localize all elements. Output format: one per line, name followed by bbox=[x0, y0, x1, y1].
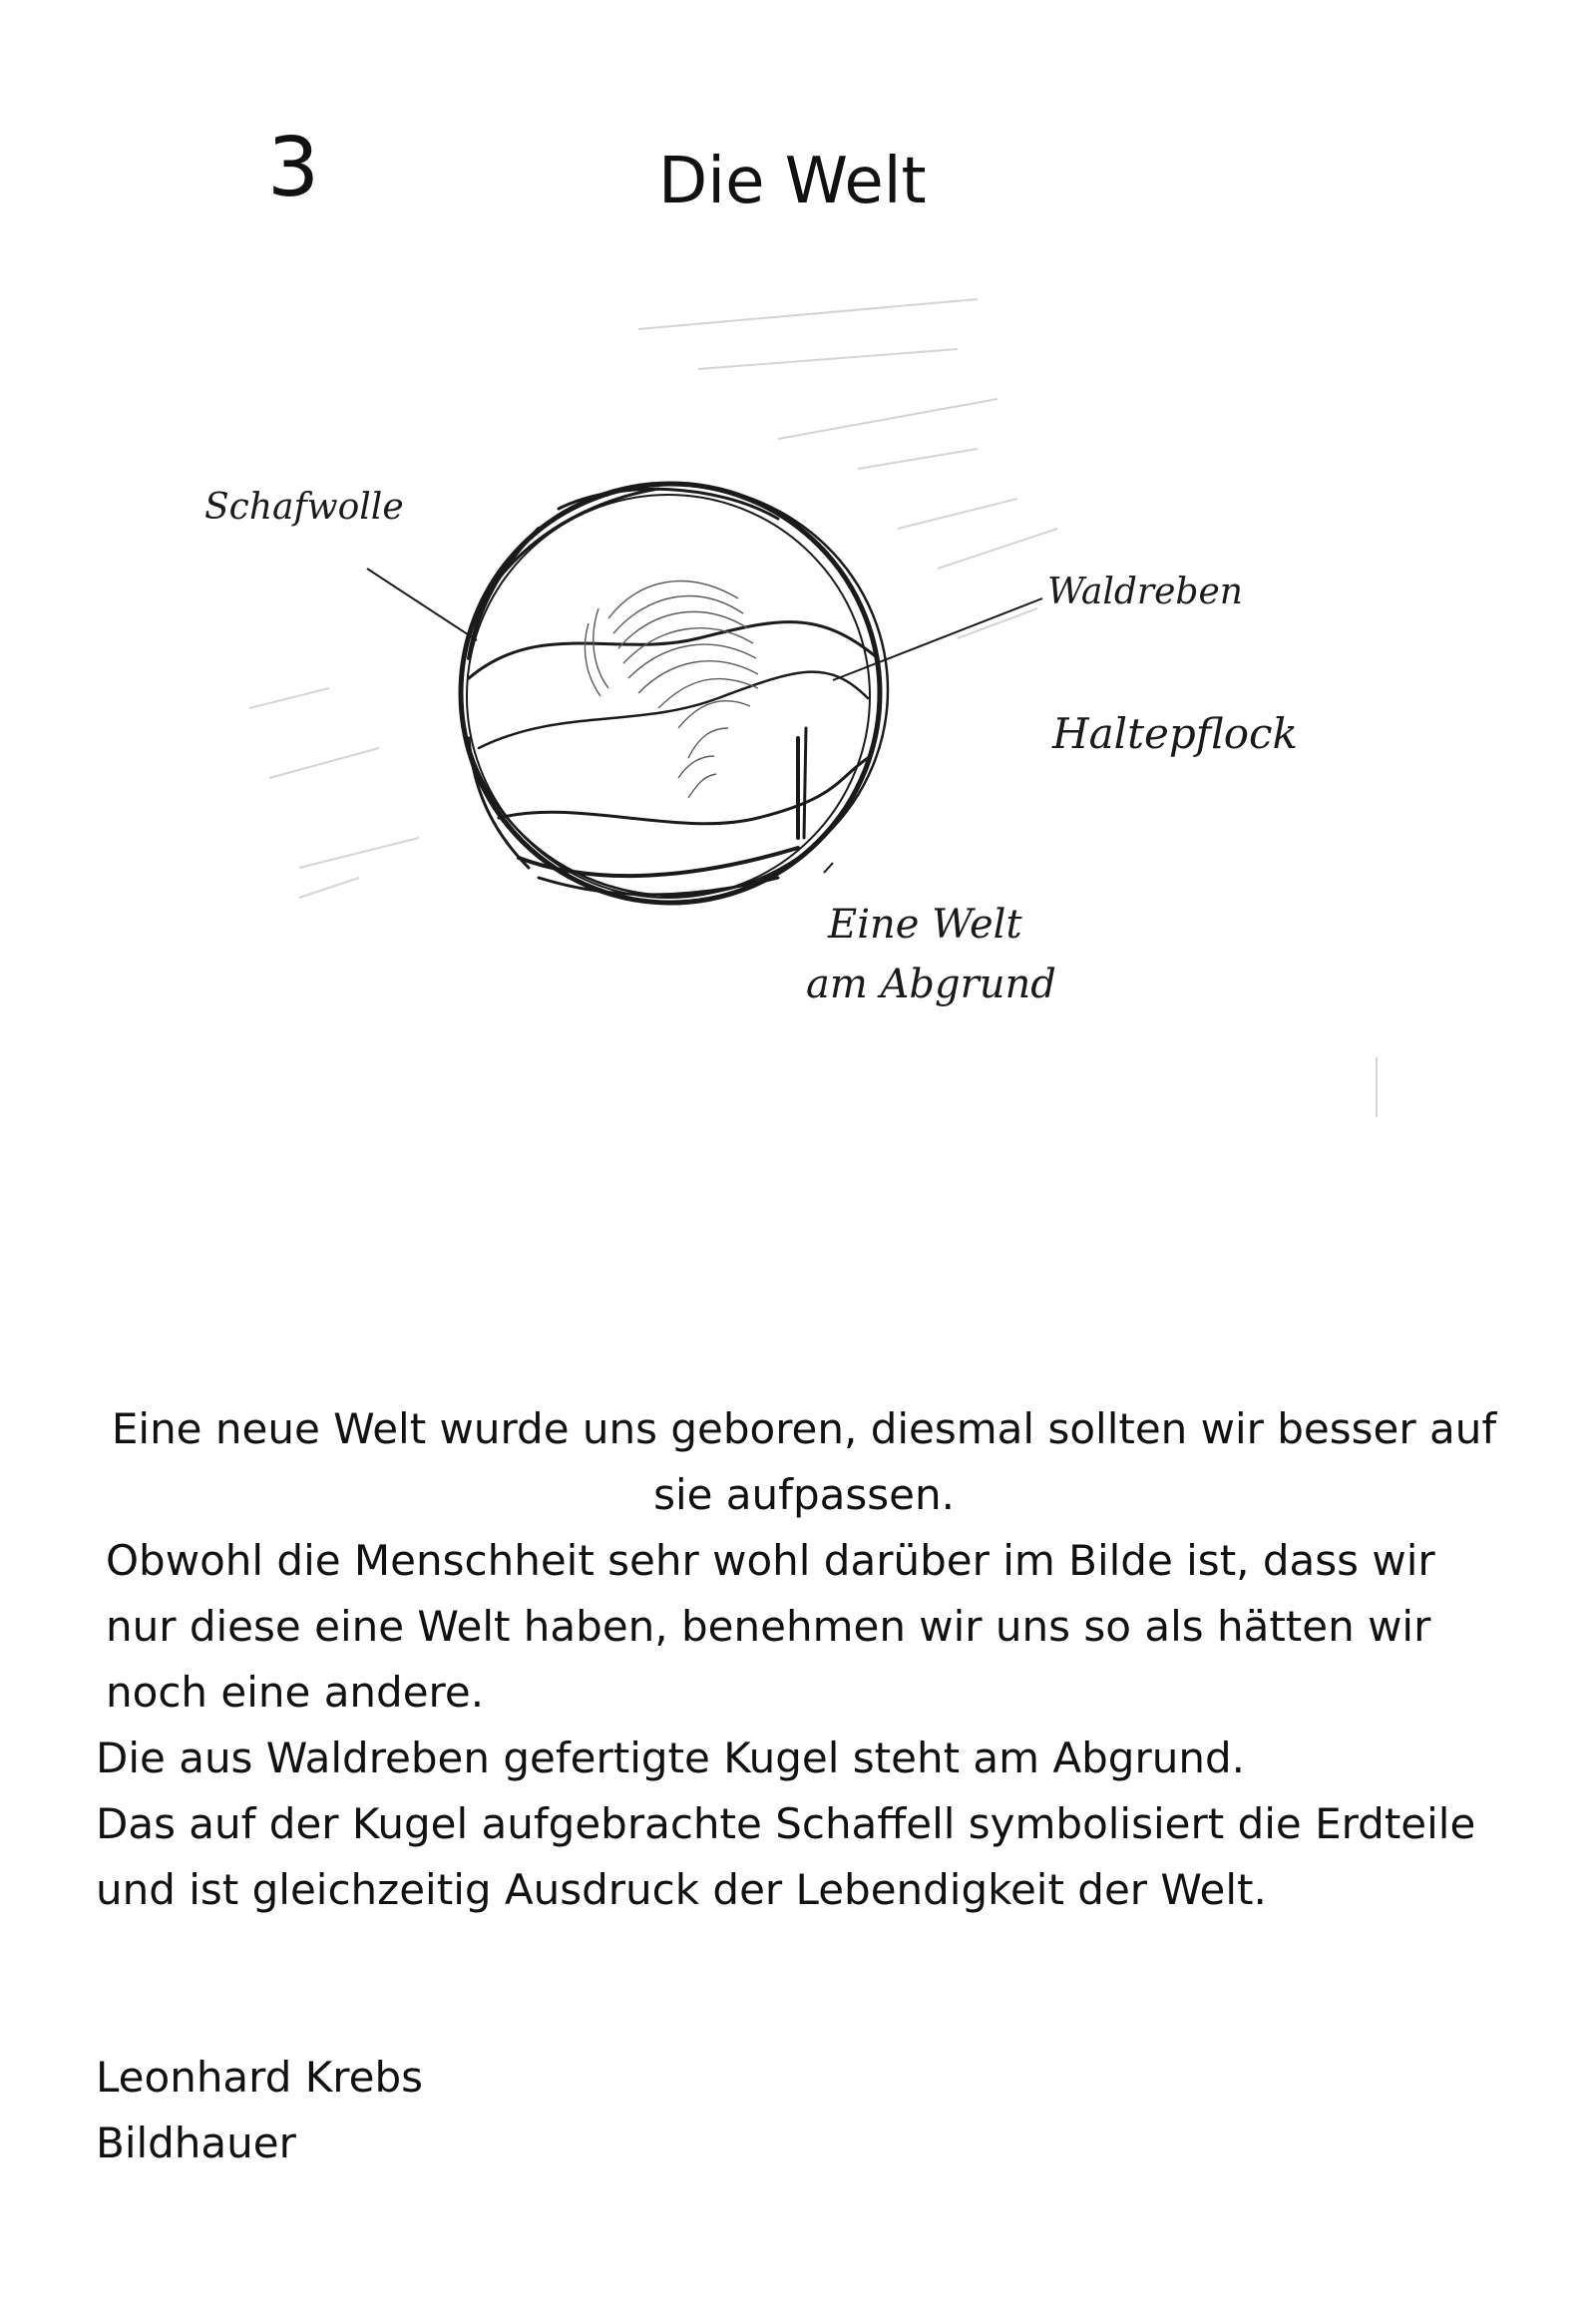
label-caption-line1: Eine Welt bbox=[828, 902, 1022, 948]
signature bbox=[96, 2045, 423, 2176]
paragraph-4: Das auf der Kugel aufgebrachte Schaffell symbolisiert die Erdteile und ist gleichzeitig Ausdruck der Lebendigkeit der Welt. bbox=[96, 1799, 1476, 1914]
globe-sketch bbox=[461, 484, 888, 903]
paragraph-1: Eine neue Welt wurde uns geboren, diesmal sollten wir besser auf sie aufpassen. bbox=[111, 1404, 1497, 1519]
wool-texture bbox=[585, 581, 758, 798]
label-haltepflock: Haltepflock bbox=[1052, 709, 1298, 758]
paragraph-3: Die aus Waldreben gefertigte Kugel steht am Abgrund. bbox=[96, 1734, 1245, 1782]
paragraph-2: Obwohl die Menschheit sehr wohl darüber im Bilde ist, dass wir nur diese eine Welt haben, benehmen wir uns so als hätten wir noch eine andere. bbox=[106, 1536, 1435, 1717]
label-schafwolle: Schafwolle bbox=[204, 487, 404, 528]
page-number: 3 bbox=[267, 121, 320, 215]
body-text bbox=[96, 1396, 1512, 1923]
label-waldreben: Waldreben bbox=[1047, 572, 1243, 612]
label-caption-line2: am Abgrund bbox=[806, 962, 1056, 1007]
author-name: Leonhard Krebs bbox=[96, 2053, 423, 2102]
page-title: Die Welt bbox=[658, 145, 927, 218]
sketch-illustration bbox=[0, 279, 1596, 1177]
author-role: Bildhauer bbox=[96, 2119, 296, 2167]
